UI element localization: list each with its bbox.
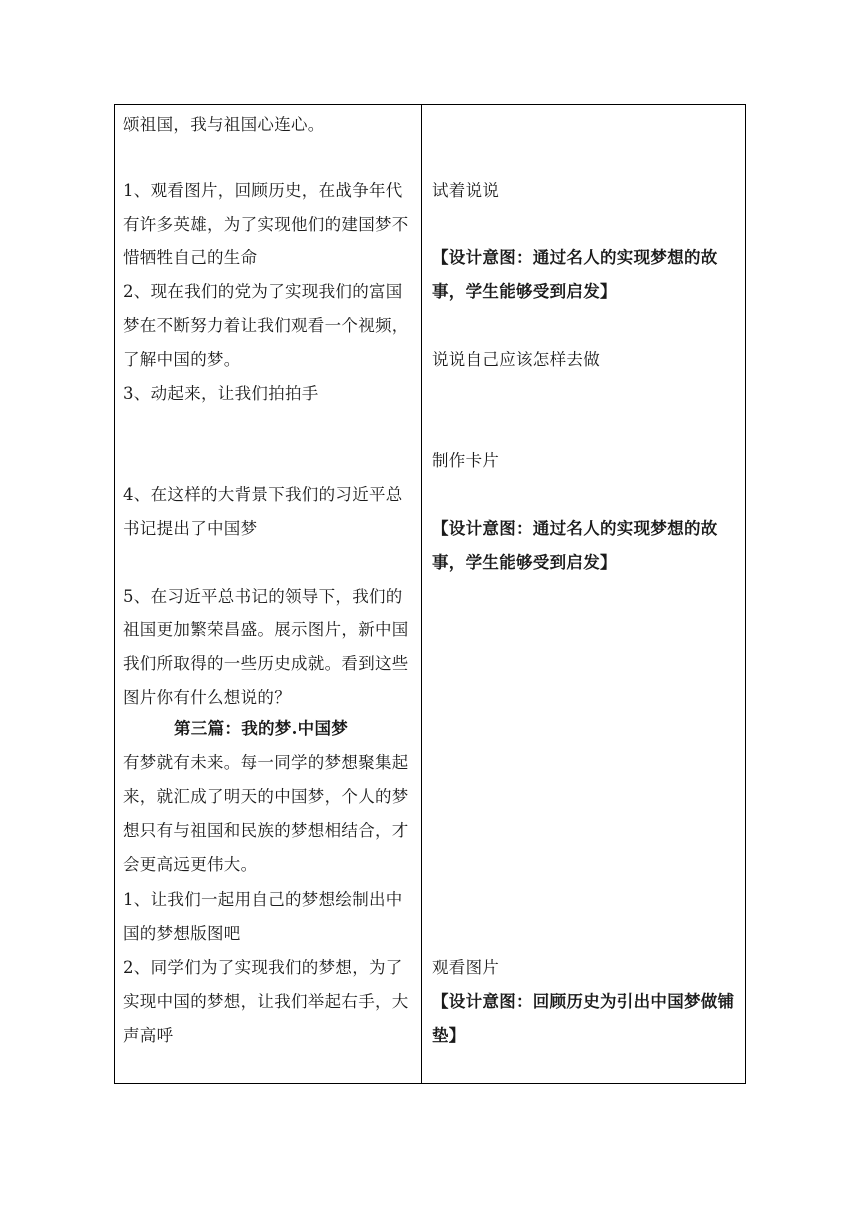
column-divider bbox=[421, 105, 422, 1083]
item1-line3: 惜牺牲自己的生命 bbox=[123, 248, 258, 267]
design-intent-3-line1: 【设计意图：回顾历史为引出中国梦做铺 bbox=[432, 992, 735, 1011]
watch-pic-text: 观看图片 bbox=[432, 958, 500, 977]
item4-line1: 4、在这样的大背景下我们的习近平总 bbox=[123, 485, 403, 504]
intro-text: 颂祖国，我与祖国心连心。 bbox=[123, 115, 325, 134]
design-intent-1-line1: 【设计意图：通过名人的实现梦想的故 bbox=[432, 248, 718, 267]
section-heading: 第三篇：我的梦.中国梦 bbox=[174, 719, 349, 738]
item5-line4: 图片你有什么想说的？ bbox=[123, 688, 291, 707]
section-para-line2: 来，就汇成了明天的中国梦，个人的梦 bbox=[123, 787, 409, 806]
s-item2-line2: 实现中国的梦想，让我们举起右手，大 bbox=[123, 992, 409, 1011]
s-item1-line2: 国的梦想版图吧 bbox=[123, 924, 241, 943]
design-intent-2-line1: 【设计意图：通过名人的实现梦想的故 bbox=[432, 519, 718, 538]
item1-line1: 1、观看图片，回顾历史，在战争年代 bbox=[123, 181, 403, 200]
item4-line2: 书记提出了中国梦 bbox=[123, 519, 258, 538]
design-intent-1-line2: 事，学生能够受到启发】 bbox=[432, 282, 617, 301]
item5-line3: 我们所取得的一些历史成就。看到这些 bbox=[123, 654, 409, 673]
item3-text: 3、动起来，让我们拍拍手 bbox=[123, 384, 319, 403]
item2-line1: 2、现在我们的党为了实现我们的富国 bbox=[123, 282, 403, 301]
item5-line1: 5、在习近平总书记的领导下，我们的 bbox=[123, 587, 403, 606]
item5-line2: 祖国更加繁荣昌盛。展示图片，新中国 bbox=[123, 620, 409, 639]
item1-line2: 有许多英雄，为了实现他们的建国梦不 bbox=[123, 215, 409, 234]
s-item1-line1: 1、让我们一起用自己的梦想绘制出中 bbox=[123, 890, 403, 909]
section-para-line4: 会更高远更伟大。 bbox=[123, 855, 258, 874]
design-intent-2-line2: 事，学生能够受到启发】 bbox=[432, 553, 617, 572]
s-item2-line3: 声高呼 bbox=[123, 1026, 174, 1045]
section-para-line1: 有梦就有未来。每一同学的梦想聚集起 bbox=[123, 753, 409, 772]
design-intent-3-line2: 垫】 bbox=[432, 1026, 466, 1045]
make-card-text: 制作卡片 bbox=[432, 451, 500, 470]
item2-line2: 梦在不断努力着让我们观看一个视频， bbox=[123, 316, 409, 335]
say-self-text: 说说自己应该怎样去做 bbox=[432, 350, 600, 369]
s-item2-line1: 2、同学们为了实现我们的梦想，为了 bbox=[123, 958, 403, 977]
item2-line3: 了解中国的梦。 bbox=[123, 350, 241, 369]
section-para-line3: 想只有与祖国和民族的梦想相结合，才 bbox=[123, 821, 409, 840]
lesson-table bbox=[114, 104, 746, 1084]
try-say-text: 试着说说 bbox=[432, 181, 500, 200]
